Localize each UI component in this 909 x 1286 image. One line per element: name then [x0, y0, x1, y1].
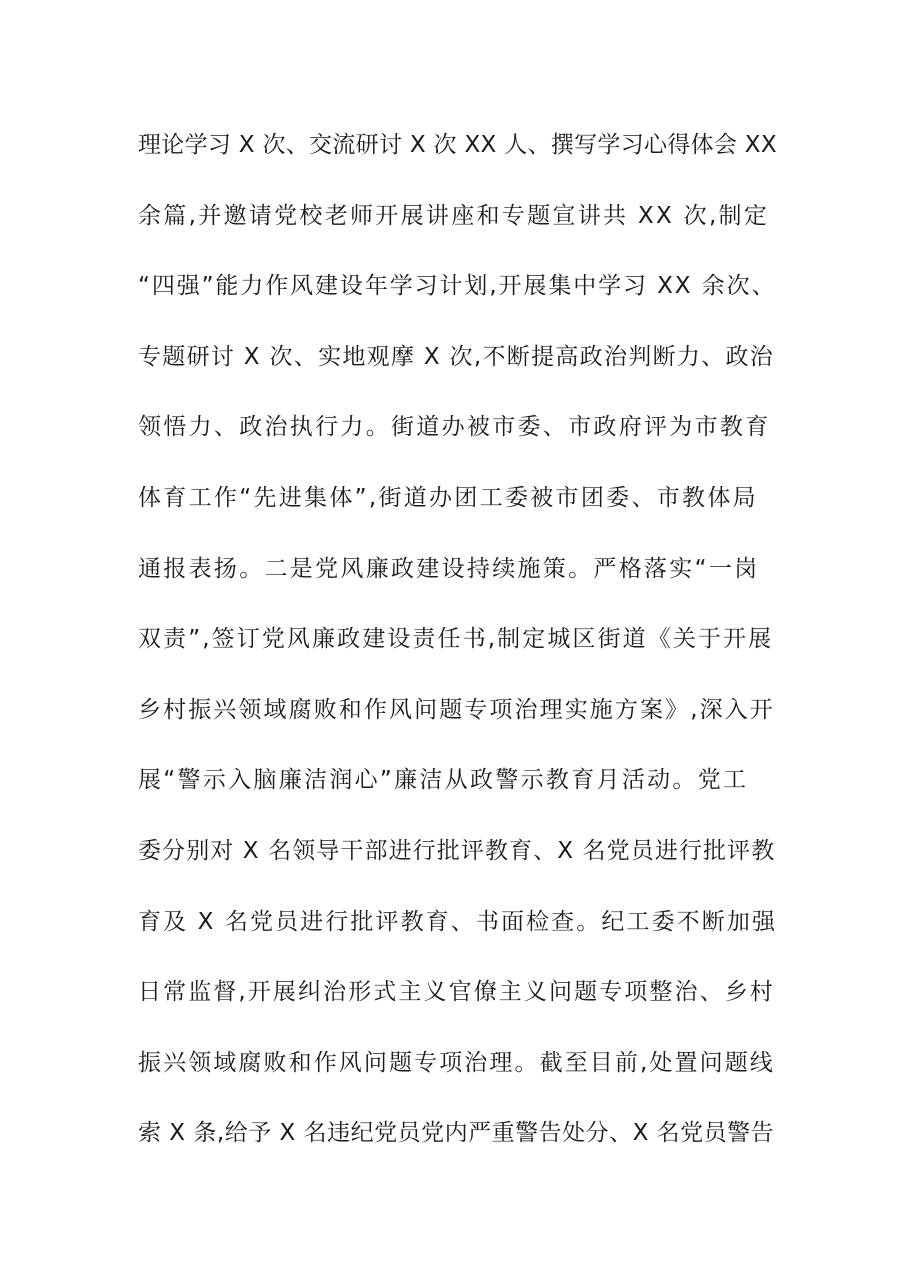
body-text — [138, 121, 778, 1180]
text-line: 日常监督,开展纠治形式主义官僚主义问题专项整治、乡村 — [138, 979, 775, 1006]
text-line: 领悟力、政治执行力。街道办被市委、市政府评为市教育 — [138, 414, 771, 441]
text-line: 余篇,并邀请党校老师开展讲座和专题宣讲共 XX 次,制定 — [138, 202, 770, 229]
text-line: 双责”,签订党风廉政建设责任书,制定城区街道《关于开展 — [138, 626, 774, 653]
text-line: 展“警示入脑廉洁润心”廉洁从政警示教育月活动。党工 — [138, 767, 749, 794]
text-line: 振兴领域腐败和作风问题专项治理。截至目前,处置问题线 — [138, 1049, 775, 1076]
text-line: 体育工作“先进集体”,街道办团工委被市团委、市教体局 — [138, 484, 758, 511]
text-line: 通报表扬。二是党风廉政建设持续施策。严格落实“一岗 — [138, 555, 760, 582]
text-line: 育及 X 名党员进行批评教育、书面检查。纪工委不断加强 — [138, 908, 778, 935]
text-line: “四强”能力作风建设年学习计划,开展集中学习 XX 余次、 — [138, 273, 777, 300]
text-line: 索 X 条,给予 X 名违纪党员党内严重警告处分、X 名党员警告 — [138, 1120, 775, 1147]
text-line: 乡村振兴领域腐败和作风问题专项治理实施方案》,深入开 — [138, 696, 775, 723]
text-line: 专题研讨 X 次、实地观摩 X 次,不断提高政治判断力、政治 — [138, 343, 775, 370]
text-line: 理论学习 X 次、交流研讨 X 次 XX 人、撰写学习心得体会 XX — [138, 132, 777, 158]
text-line: 委分别对 X 名领导干部进行批评教育、X 名党员进行批评教 — [138, 837, 776, 864]
